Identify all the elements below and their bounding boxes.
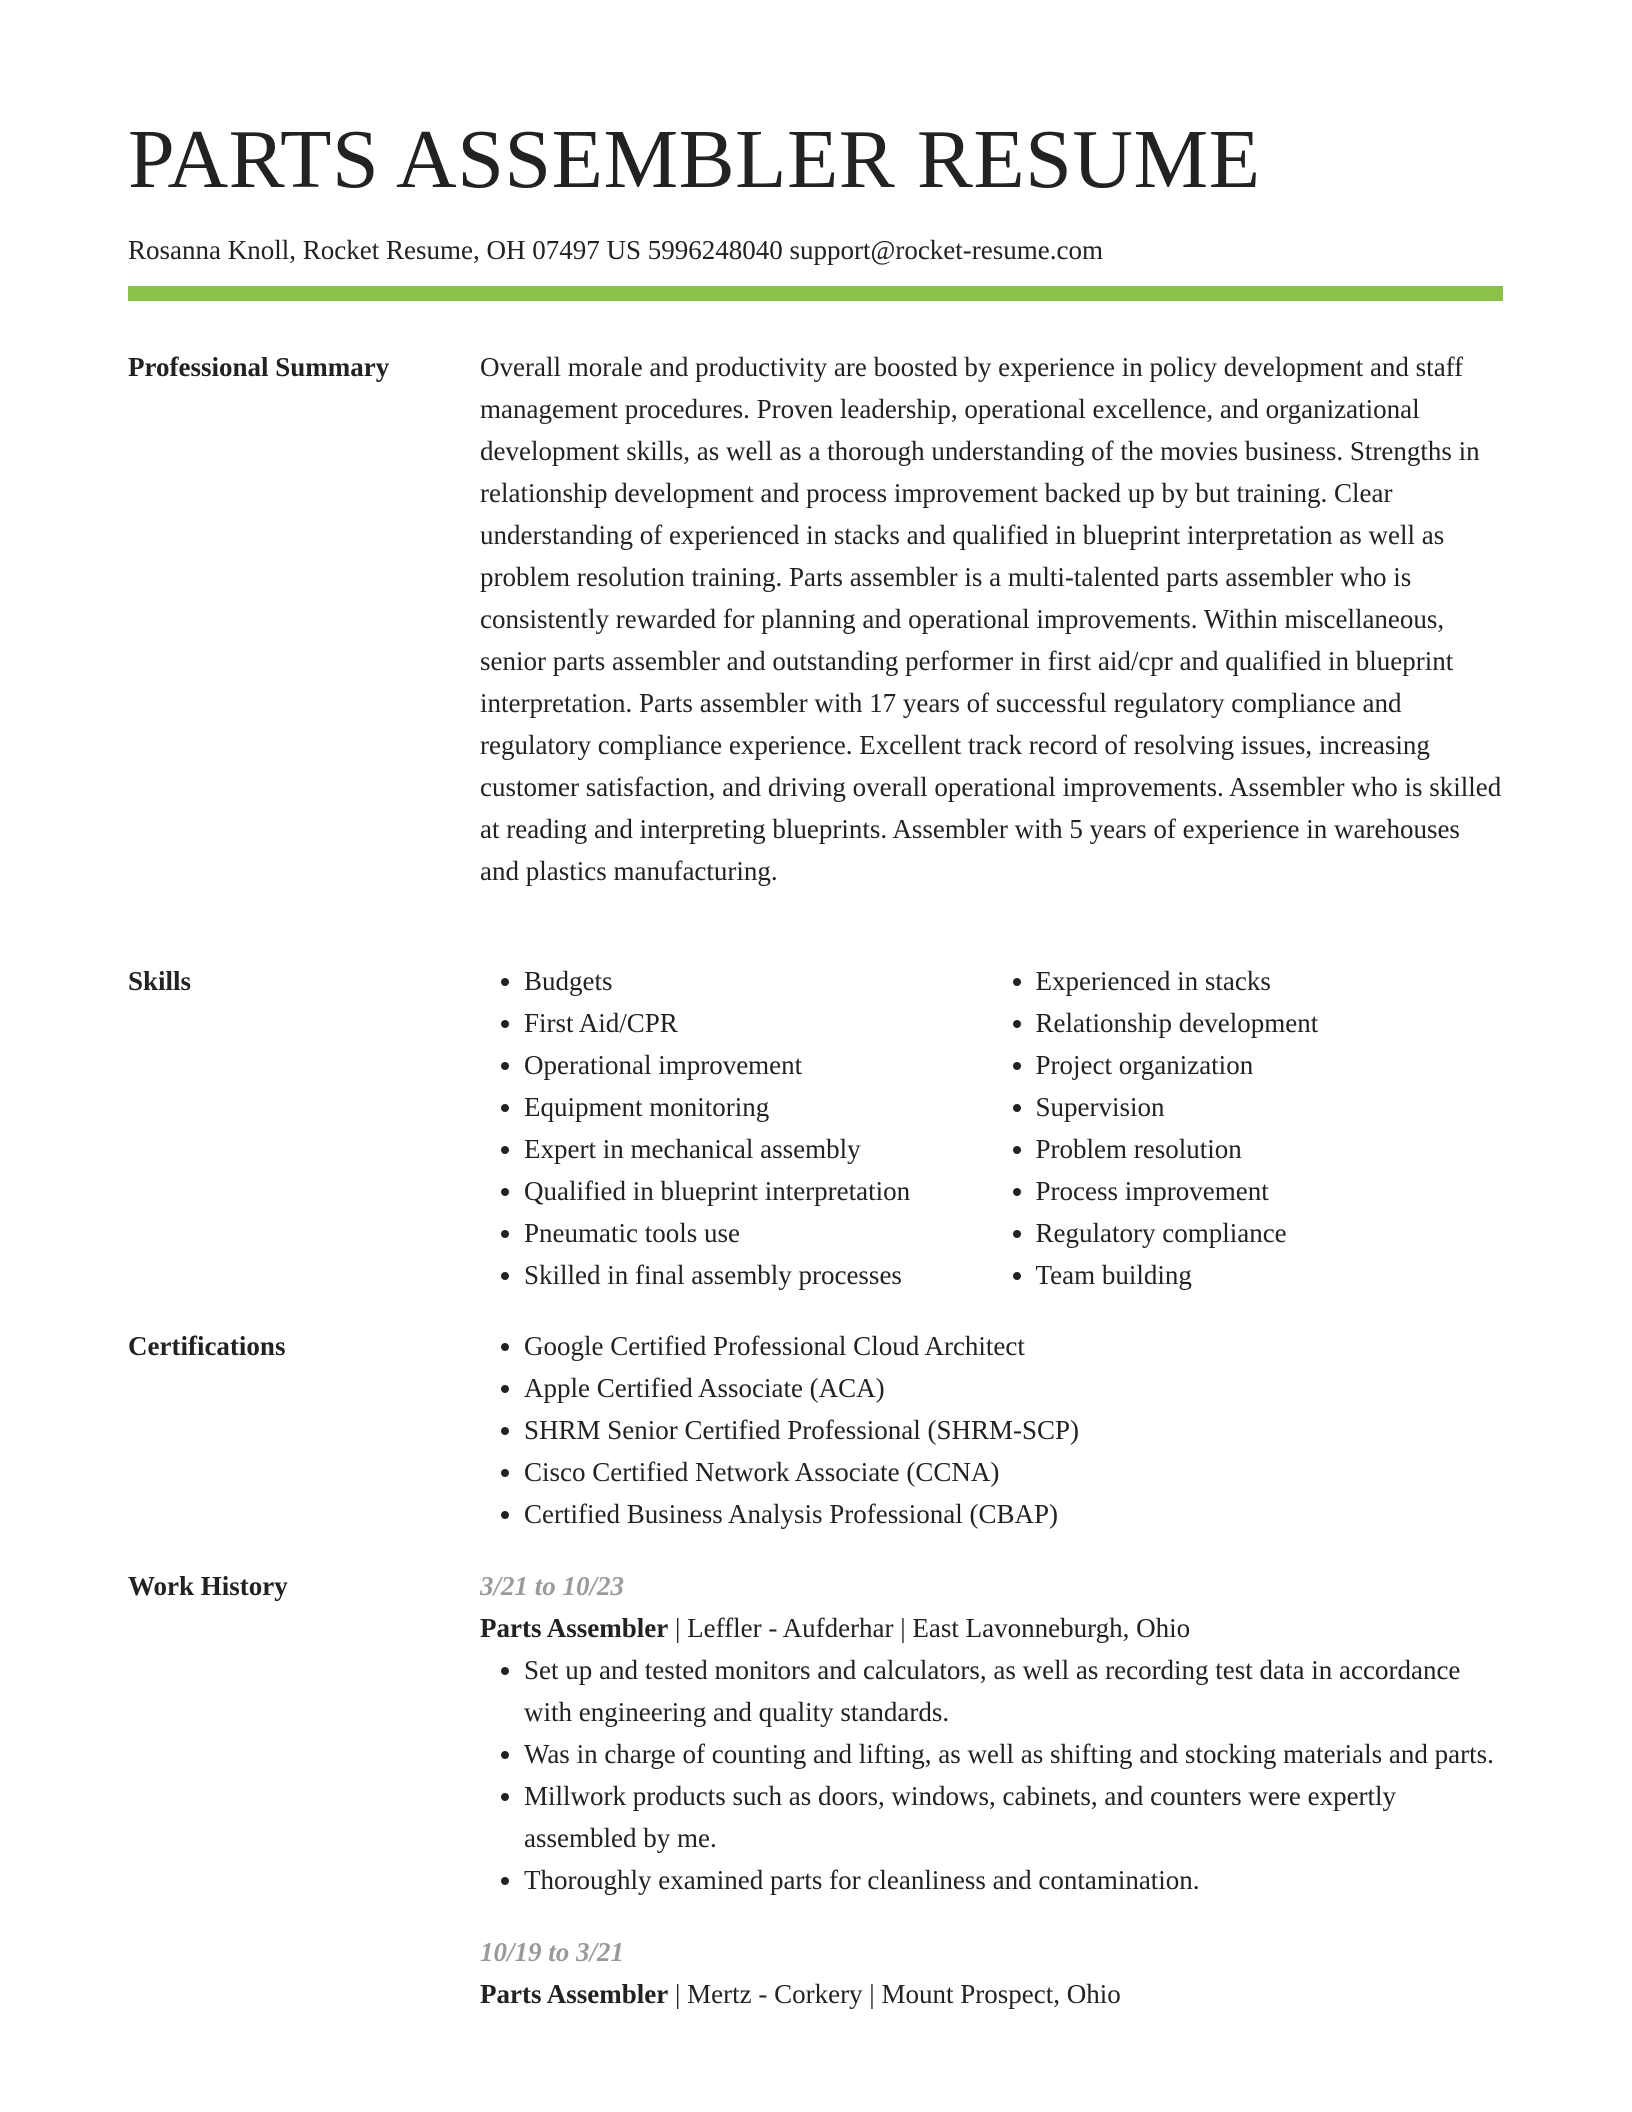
job-entry xyxy=(480,1565,1503,1901)
job-bullet: • Was in charge of counting and lifting, as well as shifting and stocking materials and parts. xyxy=(524,1733,1503,1775)
job-entry xyxy=(480,1931,1503,2015)
skills-body xyxy=(480,960,1503,1296)
certification-item: • Google Certified Professional Cloud Architect xyxy=(524,1325,1503,1367)
skill-item: • Expert in mechanical assembly xyxy=(524,1128,992,1170)
certifications-heading: Certifications xyxy=(128,1331,286,1361)
skill-item: • Regulatory compliance xyxy=(1036,1212,1504,1254)
job-title: Parts Assembler xyxy=(480,1613,669,1643)
skill-item: • First Aid/CPR xyxy=(524,1002,992,1044)
job-details: | Leffler - Aufderhar | East Lavonneburgh, Ohio xyxy=(668,1613,1191,1643)
work-history-heading: Work History xyxy=(128,1571,288,1601)
skill-item: • Project organization xyxy=(1036,1044,1504,1086)
skill-item: • Experienced in stacks xyxy=(1036,960,1504,1002)
job-heading xyxy=(480,1973,1503,2015)
skills-heading: Skills xyxy=(128,966,192,996)
work-history-body xyxy=(480,1565,1503,2015)
job-dates: 3/21 to 10/23 xyxy=(480,1571,625,1601)
summary-text: Overall morale and productivity are boosted by experience in policy development and staff management procedures. Proven leadership, operational excellence, and organizational development skills, as well as a thorough understanding of the movies business. Strengths in relationship development and process improvement backed up by but training. Clear understanding of experienced in stacks and qualified in blueprint interpretation as well as problem resolution training. Parts assembler is a multi-talented parts assembler who is consistently rewarded for planning and operational improvements. Within miscellaneous, senior parts assembler and outstanding performer in first aid/cpr and qualified in blueprint interpretation. Parts assembler with 17 years of successful regulatory compliance and regulatory compliance experience. Excellent track record of resolving issues, increasing customer satisfaction, and driving overall operational improvements. Assembler who is skilled at reading and interpreting blueprints. Assembler with 5 years of experience in warehouses and plastics manufacturing. xyxy=(480,352,1502,886)
skills-list-left xyxy=(480,960,992,1296)
certification-item: • Cisco Certified Network Associate (CCNA) xyxy=(524,1451,1503,1493)
skill-item: • Skilled in final assembly processes xyxy=(524,1254,992,1296)
skill-item: • Team building xyxy=(1036,1254,1504,1296)
skill-item: • Relationship development xyxy=(1036,1002,1504,1044)
certifications-body xyxy=(480,1325,1503,1535)
resume-title: PARTS ASSEMBLER RESUME xyxy=(128,113,1261,206)
skill-item: • Pneumatic tools use xyxy=(524,1212,992,1254)
skill-item: • Equipment monitoring xyxy=(524,1086,992,1128)
skill-item: • Supervision xyxy=(1036,1086,1504,1128)
certification-item: • SHRM Senior Certified Professional (SHRM-SCP) xyxy=(524,1409,1503,1451)
summary-heading: Professional Summary xyxy=(128,352,390,382)
skill-item: • Budgets xyxy=(524,960,992,1002)
skill-item: • Qualified in blueprint interpretation xyxy=(524,1170,992,1212)
job-bullet: • Millwork products such as doors, windows, cabinets, and counters were expertly assembled by me. xyxy=(524,1775,1503,1859)
job-bullets xyxy=(480,1649,1503,1901)
skill-item: • Operational improvement xyxy=(524,1044,992,1086)
certification-item: • Apple Certified Associate (ACA) xyxy=(524,1367,1503,1409)
job-dates: 10/19 to 3/21 xyxy=(480,1937,625,1967)
job-heading xyxy=(480,1607,1503,1649)
job-title: Parts Assembler xyxy=(480,1979,669,2009)
skill-item: • Process improvement xyxy=(1036,1170,1504,1212)
certifications-list xyxy=(480,1325,1503,1535)
contact-line: Rosanna Knoll, Rocket Resume, OH 07497 US 5996248040 support@rocket-resume.com xyxy=(128,235,1103,265)
accent-divider xyxy=(128,286,1503,301)
skill-item: • Problem resolution xyxy=(1036,1128,1504,1170)
summary-body xyxy=(480,346,1503,892)
skills-list-right xyxy=(992,960,1504,1296)
job-details: | Mertz - Corkery | Mount Prospect, Ohio xyxy=(668,1979,1121,2009)
certification-item: • Certified Business Analysis Professional (CBAP) xyxy=(524,1493,1503,1535)
job-bullet: • Thoroughly examined parts for cleanliness and contamination. xyxy=(524,1859,1503,1901)
job-bullet: • Set up and tested monitors and calculators, as well as recording test data in accordance with engineering and quality standards. xyxy=(524,1649,1503,1733)
